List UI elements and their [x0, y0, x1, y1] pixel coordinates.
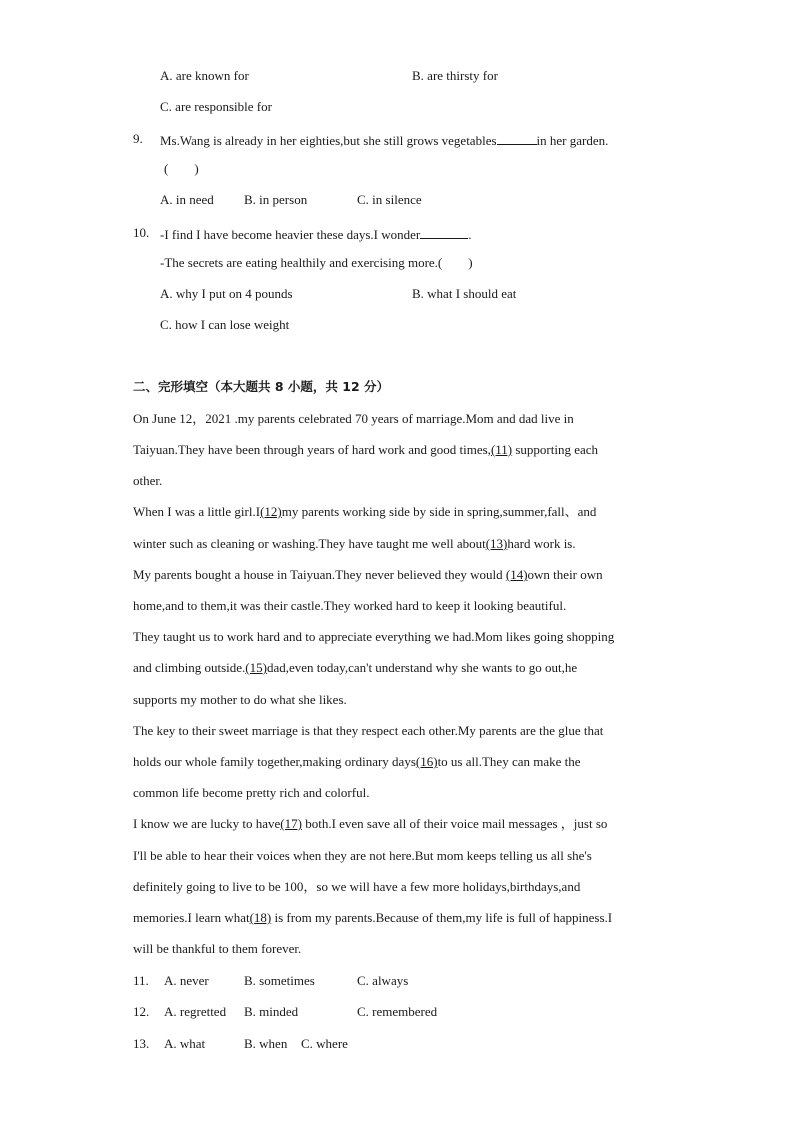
- q13-option-b: B. when: [244, 1036, 288, 1051]
- q9-blank: [497, 130, 537, 145]
- passage-line-2: [133, 441, 598, 459]
- q10-option-c: C. how I can lose weight: [160, 317, 290, 332]
- q10-line1: [160, 224, 472, 244]
- passage-text: Taiyuan.They have been through years of hard work and good times,: [133, 442, 491, 457]
- passage-line-6: [133, 566, 603, 584]
- q9-option-c: C. in silence: [357, 192, 422, 207]
- q13-option-a: A. what: [164, 1036, 206, 1051]
- q11-option-c: C. always: [357, 973, 409, 988]
- passage-text: is from my parents.Because of them,my life is full of happiness.I: [271, 910, 613, 925]
- passage-text: winter such as cleaning or washing.They have taught me well about: [133, 536, 486, 551]
- q13-number: 13.: [133, 1036, 150, 1051]
- gap-12: (12): [260, 504, 282, 519]
- passage-text: both.I even save all of their voice mail messages ，just so: [301, 816, 608, 831]
- passage-line-3: other.: [133, 473, 163, 488]
- passage-line-15: I'll be able to hear their voices when they are not here.But mom keeps telling us all she's: [133, 848, 592, 863]
- q9-stem: [160, 130, 608, 150]
- passage-text: My parents bought a house in Taiyuan.They never believed they would: [133, 567, 506, 582]
- q9-option-b: B. in person: [244, 192, 308, 207]
- passage-text: holds our whole family together,making ordinary days: [133, 754, 416, 769]
- passage-line-13: common life become pretty rich and colorful.: [133, 785, 370, 800]
- q12-option-c: C. remembered: [357, 1004, 438, 1019]
- gap-13: (13): [485, 536, 508, 551]
- passage-line-8: They taught us to work hard and to appreciate everything we had.Mom likes going shopping: [133, 629, 615, 644]
- q9-paren: ( ): [164, 161, 199, 176]
- passage-line-12: [133, 753, 581, 771]
- section-title-cloze: 二、完形填空（本大题共 8 小题，共 12 分）: [133, 379, 390, 394]
- passage-line-4: [133, 503, 596, 521]
- q9-stem-start: Ms.Wang is already in her eighties,but she still grows vegetables: [160, 133, 497, 148]
- gap-11: (11): [490, 442, 513, 457]
- q11-option-b: B. sometimes: [244, 973, 315, 988]
- gap-16: (16): [415, 754, 438, 769]
- passage-line-1: On June 12，2021 .my parents celebrated 70 years of marriage.Mom and dad live in: [133, 411, 574, 426]
- passage-line-7: home,and to them,it was their castle.They worked hard to keep it looking beautiful.: [133, 598, 567, 613]
- q11-number: 11.: [133, 973, 149, 988]
- q8-option-b: B. are thirsty for: [412, 68, 498, 83]
- q11-option-a: A. never: [164, 973, 209, 988]
- q8-option-a: A. are known for: [160, 68, 249, 83]
- gap-18: (18): [249, 910, 272, 925]
- q13-option-c: C. where: [301, 1036, 348, 1051]
- passage-line-16: definitely going to live to be 100，so we will have a few more holidays,birthdays,and: [133, 879, 581, 894]
- q10-line1-text: -I find I have become heavier these days.I wonder: [160, 227, 421, 242]
- q10-blank: [420, 224, 468, 239]
- q10-line2: -The secrets are eating healthily and exercising more.( ): [160, 255, 473, 270]
- passage-text: supporting each: [512, 442, 599, 457]
- passage-line-9: [133, 659, 577, 677]
- passage-text: my parents working side by side in spring,summer,fall、and: [281, 504, 597, 519]
- gap-15: (15): [245, 660, 267, 675]
- passage-line-5: [133, 535, 576, 553]
- q9-option-a: A. in need: [160, 192, 214, 207]
- q10-option-b: B. what I should eat: [412, 286, 517, 301]
- passage-text: to us all.They can make the: [437, 754, 581, 769]
- q10-option-a: A. why I put on 4 pounds: [160, 286, 293, 301]
- passage-text: When I was a little girl.I: [133, 504, 261, 519]
- passage-line-11: The key to their sweet marriage is that they respect each other.My parents are the glue that: [133, 723, 604, 738]
- q9-stem-end: in her garden.: [536, 133, 609, 148]
- passage-text: and climbing outside.: [133, 660, 246, 675]
- passage-text: own their own: [527, 567, 603, 582]
- q12-number: 12.: [133, 1004, 150, 1019]
- gap-14: (14): [505, 567, 528, 582]
- passage-line-10: supports my mother to do what she likes.: [133, 692, 347, 707]
- gap-17: (17): [280, 816, 302, 831]
- q9-number: 9.: [133, 131, 143, 146]
- q10-number: 10.: [133, 225, 150, 240]
- q10-line1-end: .: [468, 227, 472, 242]
- passage-text: memories.I learn what: [133, 910, 250, 925]
- passage-line-18: will be thankful to them forever.: [133, 941, 302, 956]
- q12-option-a: A. regretted: [164, 1004, 227, 1019]
- q12-option-b: B. minded: [244, 1004, 299, 1019]
- passage-text: dad,even today,can't understand why she wants to go out,he: [266, 660, 578, 675]
- passage-text: hard work is.: [507, 536, 576, 551]
- passage-line-14: [133, 815, 607, 833]
- passage-text: I know we are lucky to have: [133, 816, 281, 831]
- q8-option-c: C. are responsible for: [160, 99, 272, 114]
- passage-line-17: [133, 909, 612, 927]
